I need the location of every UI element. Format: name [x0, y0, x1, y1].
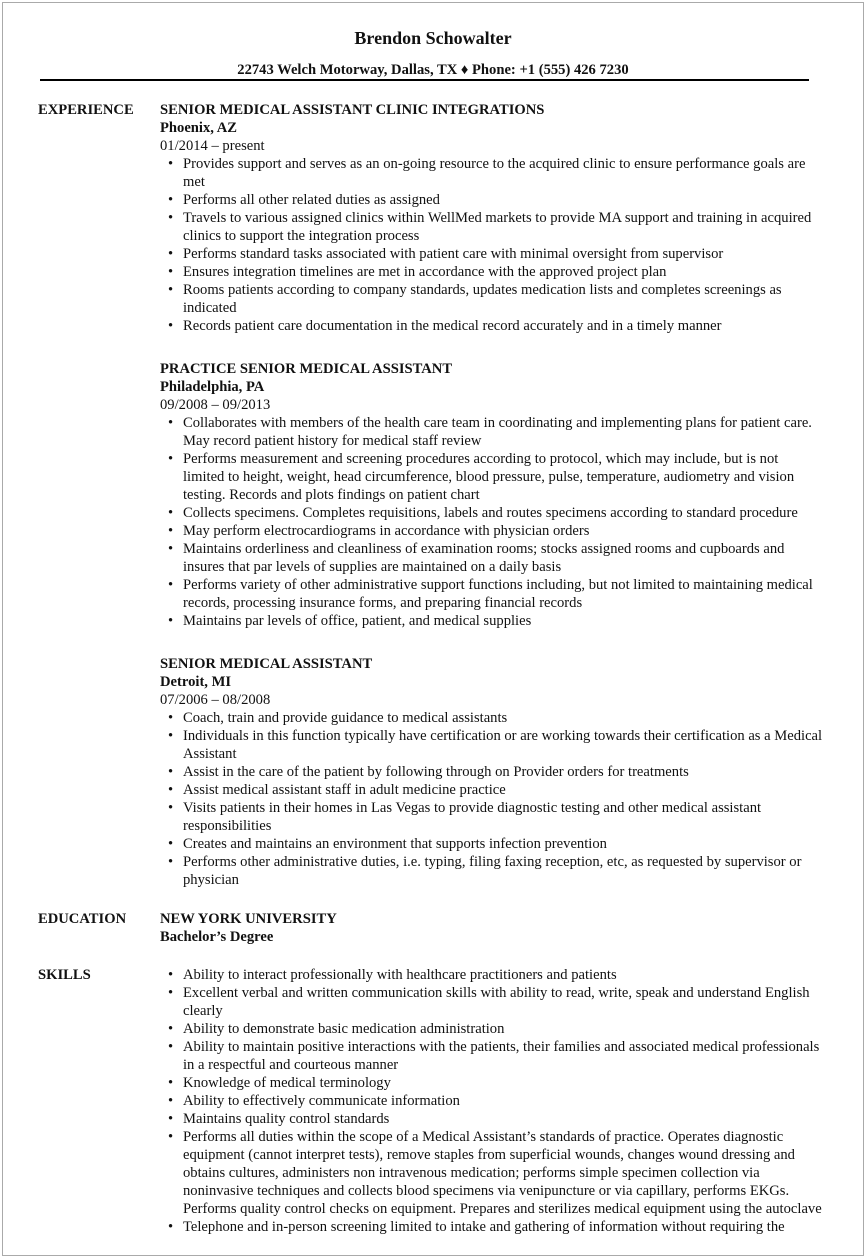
section-label: SKILLS: [38, 967, 91, 983]
bullet-item: • Provides support and serves as an on-going resource to the acquired clinic to ensure performance goals are met: [160, 155, 823, 191]
bullet-item: • Performs variety of other administrative support functions including, but not limited to maintaining medical records, processing insurance forms, and preparing financial records: [160, 576, 823, 612]
bullet-item: • Visits patients in their homes in Las Vegas to provide diagnostic testing and other medical assistant responsibilities: [160, 799, 823, 835]
bullet-item: • Rooms patients according to company standards, updates medication lists and completes screenings as indicated: [160, 281, 823, 317]
bullet-item: • May perform electrocardiograms in accordance with physician orders: [160, 522, 823, 540]
job-entry: [160, 101, 820, 335]
skill-item: • Ability to maintain positive interactions with the patients, their families and associated medical professionals in a respectful and courteous manner: [160, 1038, 823, 1074]
experience-list: [160, 101, 823, 889]
job-bullets: [160, 709, 823, 889]
bullet-item: • Assist medical assistant staff in adult medicine practice: [160, 781, 823, 799]
section-label: EXPERIENCE: [38, 102, 134, 118]
education-body: [160, 910, 820, 946]
job-bullets: [160, 155, 820, 335]
bullet-item: • Coach, train and provide guidance to medical assistants: [160, 709, 823, 727]
bullet-item: • Travels to various assigned clinics within WellMed markets to provide MA support and training in acquired clinics to support the integration process: [160, 209, 823, 245]
skill-item: • Excellent verbal and written communication skills with ability to read, write, speak and understand English clearly: [160, 984, 823, 1020]
job-entry: [160, 360, 820, 630]
skills-body: [160, 966, 820, 1236]
degree: Bachelor’s Degree: [160, 929, 274, 945]
bullet-item: • Ensures integration timelines are met in accordance with the approved project plan: [160, 263, 823, 281]
bullet-item: • Performs measurement and screening procedures according to protocol, which may include, but is not limited to height, weight, head circumference, blood pressure, pulse, temperature, audiometry and vision testing. Records and plots findings on patient chart: [160, 450, 823, 504]
bullet-item: • Creates and maintains an environment that supports infection prevention: [160, 835, 823, 853]
bullet-item: • Records patient care documentation in the medical record accurately and in a timely manner: [160, 317, 823, 335]
bullet-item: • Performs other administrative duties, i.e. typing, filing faxing reception, etc, as requested by supervisor or physician: [160, 853, 823, 889]
education-section: [0, 910, 866, 946]
contact-info: 22743 Welch Motorway, Dallas, TX ♦ Phone: +1 (555) 426 7230: [237, 62, 629, 78]
skill-item: • Ability to effectively communicate information: [160, 1092, 823, 1110]
experience-section: [0, 101, 866, 889]
bullet-item: • Collaborates with members of the health care team in coordinating and implementing plans for patient care. May record patient history for medical staff review: [160, 414, 823, 450]
bullet-item: • Collects specimens. Completes requisitions, labels and routes specimens according to standard procedure: [160, 504, 823, 522]
job-entry: [160, 655, 823, 889]
job-dates: 01/2014 – present: [160, 138, 265, 154]
bullet-item: • Maintains par levels of office, patient, and medical supplies: [160, 612, 823, 630]
skill-item: • Performs all duties within the scope of a Medical Assistant’s standards of practice. Operates diagnostic equipment (cannot interpret tests), remove staples from superficial wounds, changes wound dressing and obtains cultures, administers non intravenous medication; performs simple specimen collection via noninvasive techniques and collects blood specimens via venipuncture or via capillary, performs EKGs. Performs quality control checks on equipment. Prepares and sterilizes medical equipment using the autoclave: [160, 1128, 823, 1218]
skills-list: [160, 966, 820, 1236]
job-location: Philadelphia, PA: [160, 379, 265, 395]
job-title: PRACTICE SENIOR MEDICAL ASSISTANT: [160, 361, 453, 377]
section-label: EDUCATION: [38, 911, 127, 927]
job-location: Phoenix, AZ: [160, 120, 238, 136]
bullet-item: • Performs standard tasks associated with patient care with minimal oversight from supervisor: [160, 245, 823, 263]
bullet-item: • Individuals in this function typically have certification or are working towards their certification as a Medical Assistant: [160, 727, 823, 763]
job-dates: 07/2006 – 08/2008: [160, 692, 271, 708]
school-name: NEW YORK UNIVERSITY: [160, 911, 337, 927]
skill-item: • Knowledge of medical terminology: [160, 1074, 823, 1092]
skill-item: • Ability to interact professionally with healthcare practitioners and patients: [160, 966, 823, 984]
skill-item: • Maintains quality control standards: [160, 1110, 823, 1128]
bullet-item: • Performs all other related duties as assigned: [160, 191, 823, 209]
job-dates: 09/2008 – 09/2013: [160, 397, 271, 413]
job-title: SENIOR MEDICAL ASSISTANT CLINIC INTEGRATIONS: [160, 102, 545, 118]
job-location: Detroit, MI: [160, 674, 232, 690]
skill-item: • Ability to demonstrate basic medication administration: [160, 1020, 823, 1038]
skill-item: • Telephone and in-person screening limited to intake and gathering of information without requiring the: [160, 1218, 823, 1236]
job-title: SENIOR MEDICAL ASSISTANT: [160, 656, 373, 672]
candidate-name: Brendon Schowalter: [354, 28, 512, 48]
bullet-item: • Maintains orderliness and cleanliness of examination rooms; stocks assigned rooms and cupboards and insures that par levels of supplies are maintained on a daily basis: [160, 540, 823, 576]
bullet-item: • Assist in the care of the patient by following through on Provider orders for treatments: [160, 763, 823, 781]
job-bullets: [160, 414, 820, 630]
header-divider: [40, 79, 809, 81]
skills-section: [0, 966, 866, 1236]
resume-body: [0, 101, 866, 1236]
